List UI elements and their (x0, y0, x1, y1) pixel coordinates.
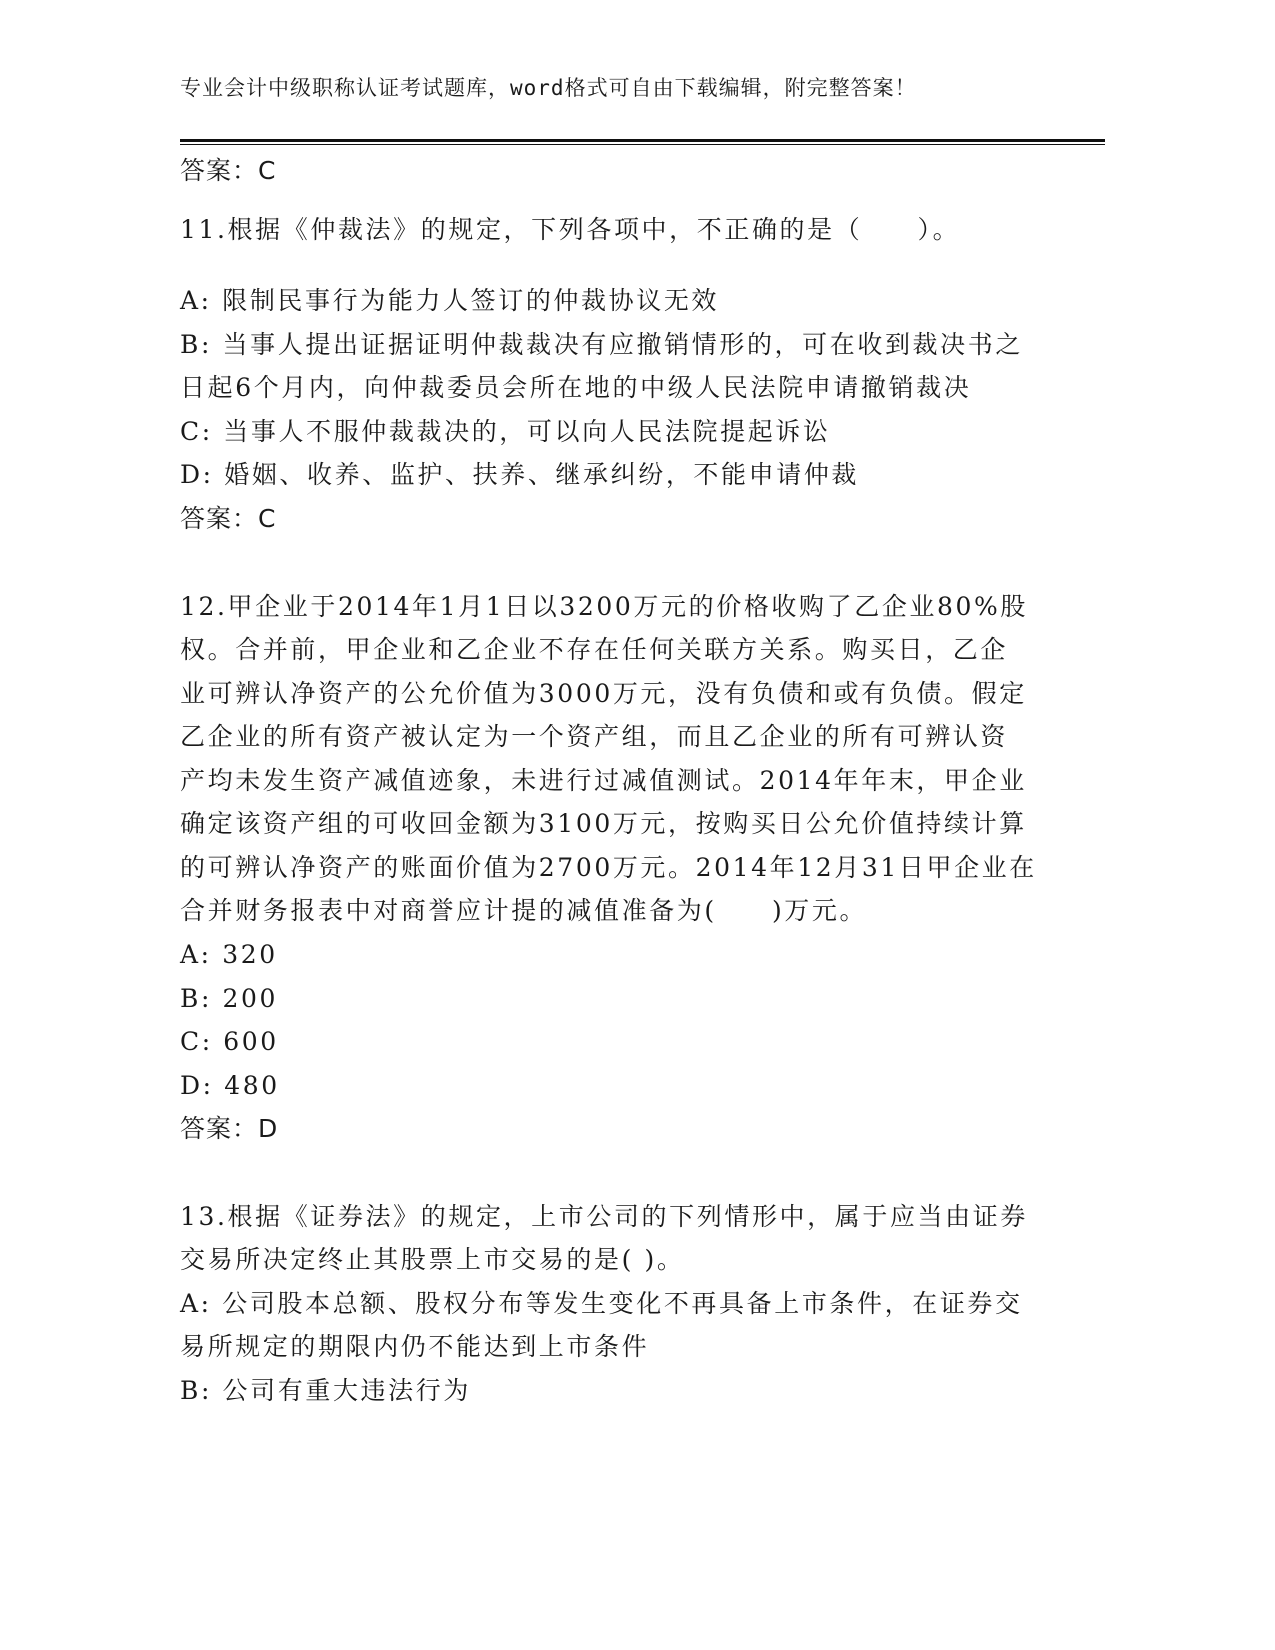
option-b: B: 公司有重大违法行为 (180, 1376, 471, 1405)
option-d: D: 480 (180, 1071, 280, 1100)
question-stem-cont: 乙企业的所有资产被认定为一个资产组，而且乙企业的所有可辨认资 (180, 722, 1009, 751)
header-rule-thick (180, 139, 1105, 142)
option-a-cont: 易所规定的期限内仍不能达到上市条件 (180, 1332, 650, 1361)
answer-q12: 答案：D (180, 1114, 279, 1143)
question-stem-cont: 权。合并前，甲企业和乙企业不存在任何关联方关系。购买日，乙企 (180, 635, 1009, 664)
option-a: A: 320 (180, 940, 278, 969)
header-rule-thin (180, 144, 1105, 145)
option-c: C: 当事人不服仲裁裁决的，可以向人民法院提起诉讼 (180, 417, 831, 446)
answer-q10: 答案：C (180, 156, 277, 185)
page-header: 专业会计中级职称认证考试题库，word格式可自由下载编辑，附完整答案！ (180, 76, 917, 100)
option-b-cont: 日起6个月内，向仲裁委员会所在地的中级人民法院申请撤销裁决 (180, 373, 972, 402)
question-stem-cont: 产均未发生资产减值迹象，未进行过减值测试。2014年年末，甲企业 (180, 766, 1027, 795)
option-b: B: 200 (180, 984, 279, 1013)
option-a: A: 公司股本总额、股权分布等发生变化不再具备上市条件，在证券交 (180, 1289, 1023, 1318)
question-stem-cont: 的可辨认净资产的账面价值为2700万元。2014年12月31日甲企业在 (180, 853, 1037, 882)
option-a: A: 限制民事行为能力人签订的仲裁协议无效 (180, 286, 720, 315)
option-c: C: 600 (180, 1027, 279, 1056)
question-stem: 12.甲企业于2014年1月1日以3200万元的价格收购了乙企业80%股 (180, 592, 1028, 621)
question-stem-cont: 确定该资产组的可收回金额为3100万元，按购买日公允价值持续计算 (180, 809, 1027, 838)
question-stem: 13.根据《证券法》的规定，上市公司的下列情形中，属于应当由证券 (180, 1202, 1028, 1231)
question-stem-cont: 业可辨认净资产的公允价值为3000万元，没有负债和或有负债。假定 (180, 679, 1027, 708)
option-d: D: 婚姻、收养、监护、扶养、继承纠纷，不能申请仲裁 (180, 460, 860, 489)
option-b: B: 当事人提出证据证明仲裁裁决有应撤销情形的，可在收到裁决书之 (180, 330, 1023, 359)
question-stem: 11.根据《仲裁法》的规定，下列各项中，不正确的是（ ）。 (180, 215, 961, 244)
question-stem-cont: 合并财务报表中对商誉应计提的减值准备为( )万元。 (180, 896, 868, 925)
question-stem-cont: 交易所决定终止其股票上市交易的是( )。 (180, 1245, 685, 1274)
answer-q11: 答案：C (180, 504, 277, 533)
